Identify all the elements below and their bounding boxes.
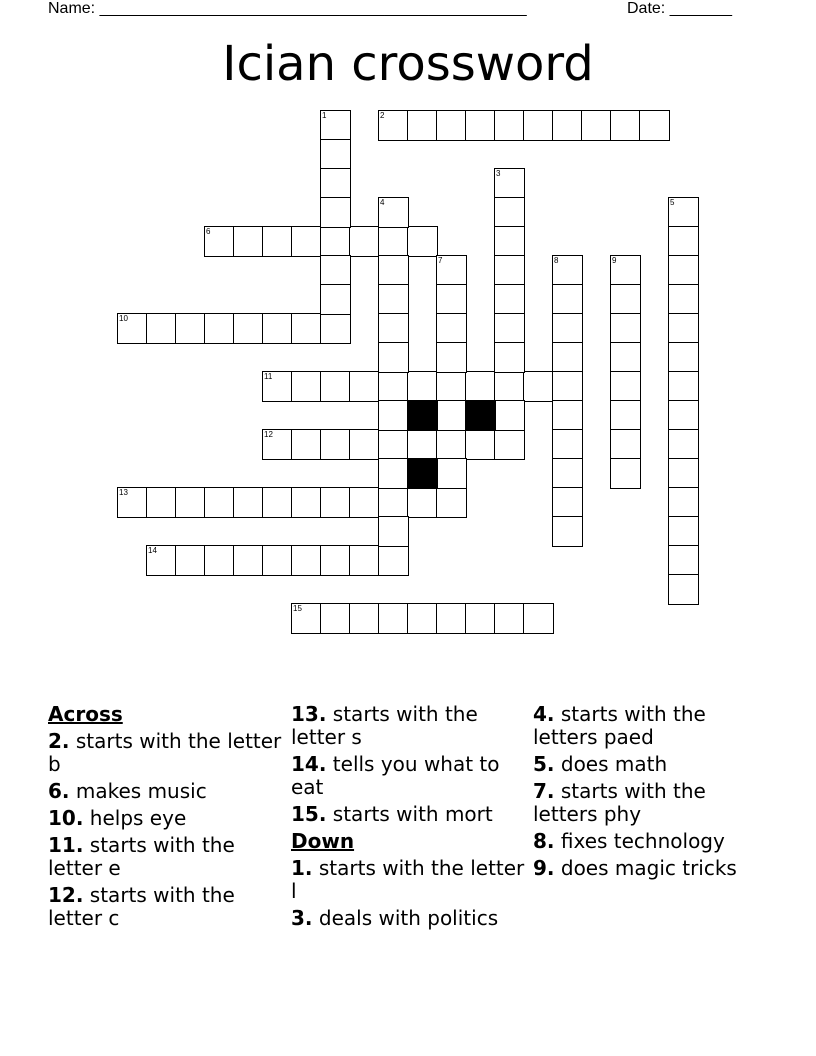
clue-number: 1. [291,856,313,880]
grid-cell[interactable] [523,371,554,402]
down-heading: Down [291,829,355,853]
grid-cell[interactable] [668,342,699,373]
grid-cell[interactable] [262,487,293,518]
grid-cell[interactable] [436,400,467,431]
clue-number: 15. [291,802,327,826]
grid-cell[interactable] [668,487,699,518]
clue-text: does math [560,752,668,776]
clue-down-7 [533,780,769,826]
grid-cell[interactable] [436,603,467,634]
clue-text: starts with mort [332,802,493,826]
grid-cell[interactable] [668,429,699,460]
clue-text: helps eye [89,806,187,830]
grid-cell[interactable] [494,342,525,373]
clue-number-label: 2 [380,111,385,120]
black-square [407,458,438,489]
clue-text: fixes technology [560,829,725,853]
grid-cell[interactable] [552,458,583,489]
grid-cell[interactable] [668,226,699,257]
clue-number-label: 13 [119,488,128,497]
grid-cell[interactable] [349,226,380,257]
clue-text: tells you what to eat [291,752,500,799]
clue-number: 5. [533,752,555,776]
grid-cell[interactable] [320,603,351,634]
clue-across-15 [291,803,527,826]
grid-cell[interactable] [262,545,293,576]
clue-number: 10. [48,806,84,830]
grid-cell[interactable] [436,110,467,141]
grid-cell[interactable] [378,371,409,402]
grid-cell[interactable] [494,197,525,228]
grid-cell[interactable] [320,197,351,228]
clue-column-2 [291,703,527,934]
clue-across-13 [291,703,527,749]
clue-number: 2. [48,729,70,753]
grid-cell[interactable] [552,487,583,518]
grid-cell[interactable] [668,545,699,576]
grid-cell[interactable] [668,400,699,431]
grid-cell[interactable] [552,516,583,547]
grid-cell[interactable] [378,400,409,431]
grid-cell[interactable] [407,429,438,460]
clue-text: deals with politics [318,906,499,930]
grid-cell[interactable] [378,458,409,489]
clue-number: 11. [48,833,84,857]
grid-cell[interactable] [320,371,351,402]
grid-cell[interactable] [320,226,351,257]
grid-cell[interactable] [465,429,496,460]
grid-cell[interactable] [320,429,351,460]
grid-cell[interactable] [378,284,409,315]
clue-number-label: 14 [148,546,157,555]
grid-cell[interactable] [552,429,583,460]
grid-cell[interactable] [233,313,264,344]
clue-text: does magic tricks [560,856,737,880]
grid-cell[interactable] [378,429,409,460]
clue-text: starts with the letter b [48,729,282,776]
grid-cell[interactable] [610,284,641,315]
grid-cell[interactable] [668,574,699,605]
clue-number-label: 10 [119,314,128,323]
clue-number: 4. [533,702,555,726]
grid-cell[interactable] [494,110,525,141]
grid-cell[interactable] [610,429,641,460]
grid-cell[interactable] [320,139,351,170]
clue-across-11 [48,834,284,880]
clue-number: 8. [533,829,555,853]
grid-cell[interactable] [494,400,525,431]
grid-cell[interactable] [494,603,525,634]
grid-cell[interactable] [552,110,583,141]
grid-cell[interactable] [378,226,409,257]
grid-cell[interactable] [378,255,409,286]
grid-cell[interactable] [378,545,409,576]
grid-cell[interactable] [552,371,583,402]
grid-cell[interactable] [668,371,699,402]
clue-down-3 [291,907,527,930]
clue-across-2 [48,730,284,776]
grid-cell[interactable] [610,342,641,373]
clue-number: 9. [533,856,555,880]
clue-text: starts with the letter s [291,702,478,749]
clue-down-4 [533,703,769,749]
grid-cell[interactable] [175,545,206,576]
grid-cell[interactable] [407,371,438,402]
grid-cell[interactable] [407,487,438,518]
grid-cell[interactable] [204,313,235,344]
grid-cell[interactable] [175,313,206,344]
grid-cell[interactable] [204,545,235,576]
clue-number-label: 15 [293,604,302,613]
grid-cell[interactable] [668,458,699,489]
grid-cell[interactable] [291,371,322,402]
grid-cell[interactable] [320,168,351,199]
clue-down-8 [533,830,769,853]
clue-text: starts with the letters paed [533,702,706,749]
clue-across-14 [291,753,527,799]
clue-text: starts with the letter e [48,833,235,880]
grid-cell[interactable] [378,603,409,634]
clue-number-label: 6 [206,227,211,236]
grid-cell[interactable] [494,429,525,460]
grid-cell[interactable] [639,110,670,141]
clue-number-label: 3 [496,169,501,178]
clue-across-10 [48,807,284,830]
clue-number-label: 5 [670,198,675,207]
grid-cell[interactable] [378,342,409,373]
grid-cell[interactable] [204,487,235,518]
grid-cell[interactable] [552,313,583,344]
grid-cell[interactable] [436,313,467,344]
grid-cell[interactable] [465,603,496,634]
grid-cell[interactable] [610,371,641,402]
grid-cell[interactable] [291,226,322,257]
clue-down-9 [533,857,769,880]
grid-cell[interactable] [262,313,293,344]
grid-cell[interactable] [320,255,351,286]
clue-column-3 [533,703,769,884]
grid-cell[interactable] [610,110,641,141]
clue-number: 6. [48,779,70,803]
grid-cell[interactable] [436,371,467,402]
grid-cell[interactable] [291,545,322,576]
grid-cell[interactable] [146,313,177,344]
grid-cell[interactable] [668,284,699,315]
grid-cell[interactable] [233,545,264,576]
clue-number-label: 8 [554,256,559,265]
grid-cell[interactable] [465,371,496,402]
grid-cell[interactable] [262,226,293,257]
clue-number-label: 11 [264,372,273,381]
grid-cell[interactable] [552,284,583,315]
grid-cell[interactable] [378,487,409,518]
clue-text: makes music [75,779,207,803]
page-title: Ician crossword [222,36,594,92]
grid-cell[interactable] [378,313,409,344]
grid-cell[interactable] [436,284,467,315]
clue-number-label: 1 [322,111,327,120]
clue-down-1 [291,857,527,903]
clue-number: 3. [291,906,313,930]
across-heading: Across [48,702,123,726]
grid-cell[interactable] [320,545,351,576]
grid-cell[interactable] [436,487,467,518]
grid-cell[interactable] [349,429,380,460]
grid-cell[interactable] [407,603,438,634]
clue-number: 12. [48,883,84,907]
grid-cell[interactable] [436,342,467,373]
grid-cell[interactable] [436,429,467,460]
grid-cell[interactable] [581,110,612,141]
grid-cell[interactable] [668,313,699,344]
clue-number-label: 9 [612,256,617,265]
date-field-label: Date: _______ [627,0,732,17]
clue-number: 7. [533,779,555,803]
grid-cell[interactable] [291,487,322,518]
clue-across-12 [48,884,284,930]
clue-column-1 [48,703,284,934]
black-square [465,400,496,431]
grid-cell[interactable] [349,603,380,634]
grid-cell[interactable] [175,487,206,518]
grid-cell[interactable] [668,255,699,286]
grid-cell[interactable] [407,110,438,141]
grid-cell[interactable] [349,487,380,518]
grid-cell[interactable] [320,487,351,518]
grid-cell[interactable] [233,226,264,257]
grid-cell[interactable] [291,429,322,460]
grid-cell[interactable] [320,284,351,315]
grid-cell[interactable] [523,110,554,141]
grid-cell[interactable] [436,458,467,489]
grid-cell[interactable] [494,313,525,344]
clue-number: 14. [291,752,327,776]
grid-cell[interactable] [378,516,409,547]
grid-cell[interactable] [552,400,583,431]
grid-cell[interactable] [610,458,641,489]
clue-across-6 [48,780,284,803]
black-square [407,400,438,431]
grid-cell[interactable] [494,226,525,257]
clue-text: starts with the letter c [48,883,235,930]
clue-down-5 [533,753,769,776]
clue-number-label: 4 [380,198,385,207]
grid-cell[interactable] [494,284,525,315]
grid-cell[interactable] [610,400,641,431]
grid-cell[interactable] [610,313,641,344]
grid-cell[interactable] [494,255,525,286]
clue-number: 13. [291,702,327,726]
grid-cell[interactable] [407,226,438,257]
grid-cell[interactable] [552,342,583,373]
grid-cell[interactable] [494,371,525,402]
grid-cell[interactable] [233,487,264,518]
grid-cell[interactable] [523,603,554,634]
clue-text: starts with the letter l [291,856,525,903]
grid-cell[interactable] [349,371,380,402]
grid-cell[interactable] [465,110,496,141]
grid-cell[interactable] [320,313,351,344]
clue-text: starts with the letters phy [533,779,706,826]
grid-cell[interactable] [146,487,177,518]
clue-number-label: 12 [264,430,273,439]
grid-cell[interactable] [349,545,380,576]
grid-cell[interactable] [291,313,322,344]
clue-number-label: 7 [438,256,443,265]
name-field-label: Name: ________________________________________________ [48,0,527,17]
grid-cell[interactable] [668,516,699,547]
